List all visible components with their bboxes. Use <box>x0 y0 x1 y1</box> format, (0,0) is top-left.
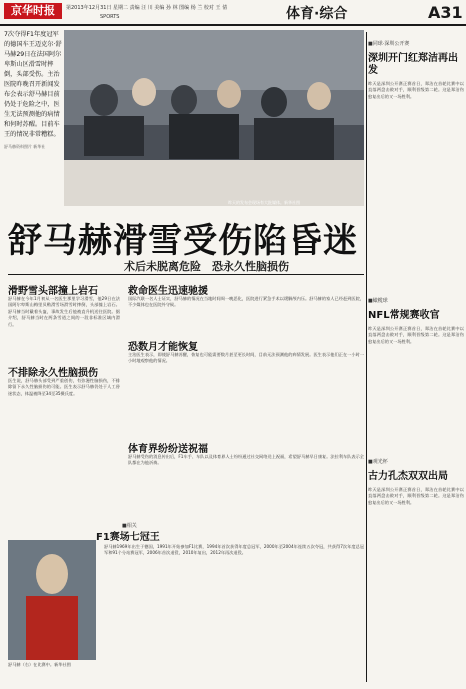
section-text: 主治医生表示，即使舒马赫苏醒，恢复也可能需要数月甚至更长时间，目前无法预测他的病情发展。医生表示他们正在一小时一小时地观察他的情况。 <box>128 352 364 364</box>
section-text: 舒马赫在今年1月初从一名医生那里学习滑雪，他29日在法国阿尔卑斯山梅里贝勒滑雪场滑雪时摔倒，头部撞上岩石。舒马赫当时戴着头盔，事故发生后他被直升机送往医院。据介绍，舒马赫当时在两条雪道之间的一段非标准区域内滑行。 <box>8 296 120 327</box>
f1-title: F1赛场七冠王 <box>96 532 160 543</box>
f1-caption: 舒马赫（右）在比赛中。新华社图 <box>8 662 71 667</box>
press-conference-photo <box>64 30 364 206</box>
sub-headline: 术后未脱离危险 恐永久性脑损伤 <box>124 260 289 273</box>
sidebar <box>368 40 464 607</box>
lead-text: 7次夺得F1年度冠军的德国车王迈克尔·舒马赫29日在法国阿尔卑斯山区滑雪时摔倒，头部受伤。主治医院昨晚召开新闻发布会表示舒马赫目前仍处于危险之中，医生无法预测他的病情和何时苏醒。目前车王的情况非常糟糕。 <box>4 31 62 138</box>
sports-label: SPORTS <box>100 14 120 20</box>
sidebar-title: NFL常规赛收官 <box>368 310 440 321</box>
f1-text: 舒马赫1969年出生于德国，1991年开始参加F1比赛，1994年首次获得年度总冠军，2000年至2004年连续五次夺冠，共获得7次年度总冠军和91个分站赛冠军，2006年首次退役，2010年复出，2012年再次退役。 <box>104 544 364 556</box>
column-divider <box>366 32 367 682</box>
sidebar-text: 昨天是深圳公开赛正赛首日，郑洁在首轮比赛中以直落两盘击败对手，顺利晋级第二轮。这是郑洁伤愈复出后的又一场胜利。 <box>368 81 464 99</box>
edition-meta: 第2013年12月31日 星期二 责编 汪 川 美编 孙 林 图编 杨 兰 校对 王 倩 <box>66 5 228 11</box>
section-text: 医生说，舒马赫头部受到严重创伤，有弥漫性脑损伤，不排除留下永久性脑损伤的可能。医生表示舒马赫仍处于人工昏迷状态，体温被降至34至35摄氏度。 <box>8 378 120 396</box>
lead-paragraph <box>4 30 62 190</box>
section-title: 不排除永久性脑损伤 <box>8 368 98 379</box>
newspaper-logo: 京华时报 <box>4 3 62 19</box>
section-title: 体育·综合 <box>286 6 348 22</box>
sidebar-text: 昨天是深圳公开赛正赛首日，郑洁在首轮比赛中以直落两盘击败对手，顺利晋级第二轮。这是郑洁伤愈复出后的又一场胜利。 <box>368 487 464 505</box>
page-number: A31 <box>428 3 463 22</box>
section-title: 滑野雪头部撞上岩石 <box>8 286 98 297</box>
photo-image <box>64 30 364 206</box>
sidebar-tag: ■橄榄球 <box>368 298 388 304</box>
section-title: 体育界纷纷送祝福 <box>128 444 208 455</box>
f1-photo-image <box>8 540 96 660</box>
sidebar-title: 深圳开门红郑洁再出发 <box>368 53 458 76</box>
main-headline: 舒马赫滑雪受伤陷昏迷 <box>8 221 358 261</box>
sidebar-text: 昨天是深圳公开赛正赛首日，郑洁在首轮比赛中以直落两盘击败对手，顺利晋级第二轮。这是郑洁伤愈复出后的又一场胜利。 <box>368 326 464 344</box>
section-text: 国际汽联一名人士证实，舒马赫的情况在当地时间周一晚恶化，医院进行紧急手术以缓解颅内压。舒马赫的家人已经赶到医院，不少媒体也在医院外守候。 <box>128 296 364 308</box>
section-text: 舒马赫受伤的消息传出后，F1车手、车队以及体育界人士纷纷通过社交网络送上祝福，希望舒马赫早日康复。法拉利车队表示全队都在为他祈祷。 <box>128 454 364 466</box>
section-title: 恐数月才能恢复 <box>128 342 198 353</box>
section-title: 救命医生迅速驰援 <box>128 286 208 297</box>
sidebar-tag: ■观光杯 <box>368 459 388 465</box>
f1-photo <box>8 540 96 660</box>
photo-caption: 昨天的发布会现场有大批媒体。新华社图 <box>228 200 300 205</box>
sidebar-title: 古力孔杰双双出局 <box>368 471 448 482</box>
related-tag: ■相关 <box>122 523 137 529</box>
lead-caption: 舒马赫资料照片 新华社 <box>4 144 46 149</box>
divider <box>8 274 364 275</box>
sidebar-tag: ■同球·深圳公开赛 <box>368 41 410 47</box>
